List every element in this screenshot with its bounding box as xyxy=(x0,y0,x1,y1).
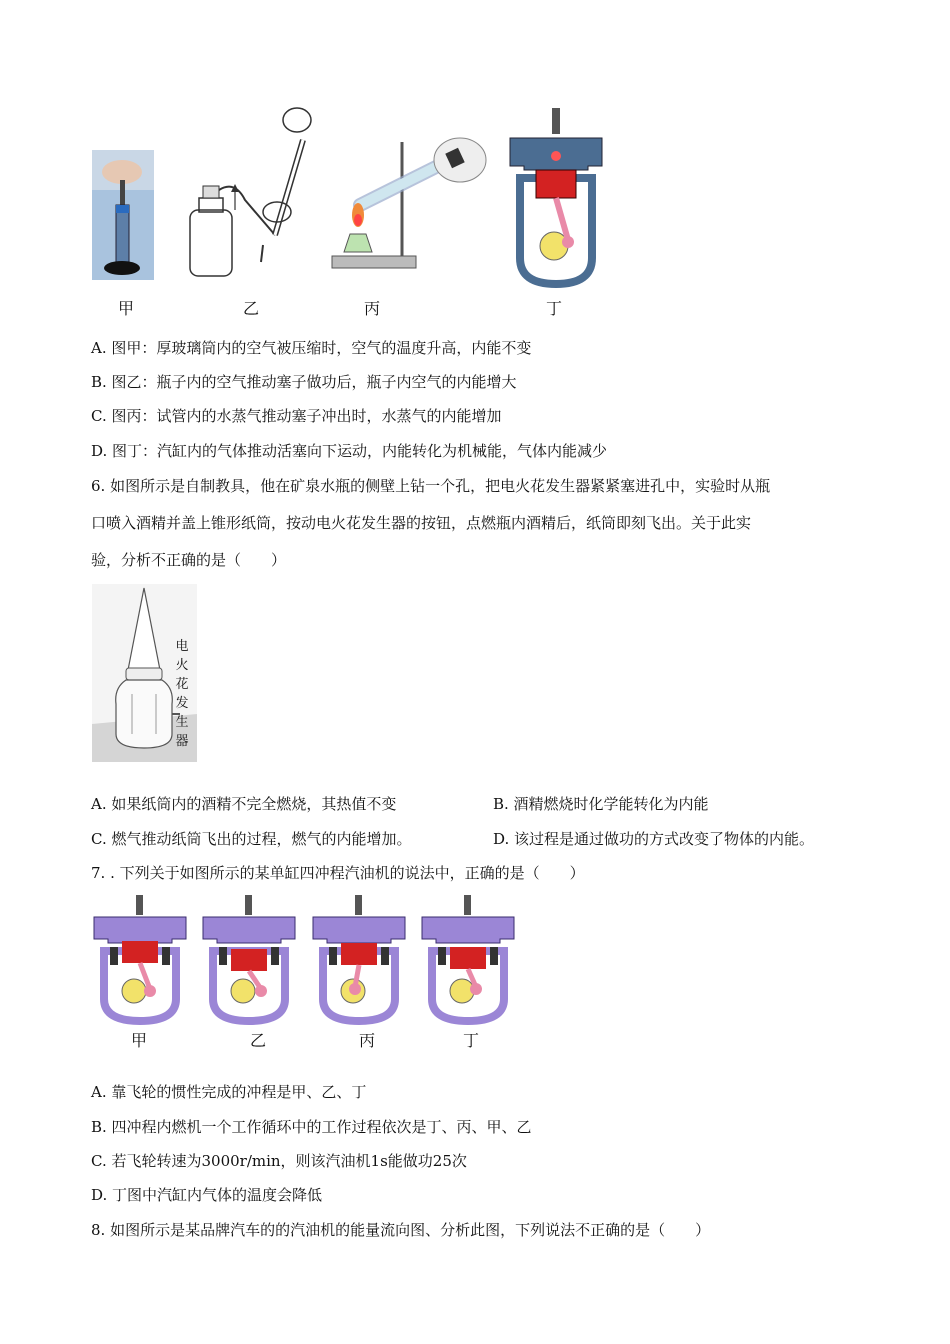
q7-option-d: D. 丁图中汽缸内气体的温度会降低 xyxy=(91,1186,323,1204)
figure-q7-engine-jia xyxy=(92,895,188,1025)
q6-figure-label-char-4: 发 xyxy=(175,696,189,711)
q5-option-b: B. 图乙：瓶子内的空气推动塞子做功后，瓶子内空气的内能增大 xyxy=(91,373,517,391)
figure-label-ding: 丁 xyxy=(546,299,563,318)
figure-q7-engine-yi xyxy=(201,895,297,1025)
q6-option-d: D. 该过程是通过做功的方式改变了物体的内能。 xyxy=(493,830,815,848)
q7-option-a: A. 靠飞轮的惯性完成的冲程是甲、乙、丁 xyxy=(91,1083,367,1101)
figure-q7-engine-bing xyxy=(311,895,407,1025)
q6-figure-label-char-6: 器 xyxy=(175,734,189,749)
q6-option-c: C. 燃气推动纸筒飞出的过程，燃气的内能增加。 xyxy=(91,830,412,848)
q6-option-b: B. 酒精燃烧时化学能转化为内能 xyxy=(493,795,709,813)
figure-label-jia: 甲 xyxy=(118,299,135,318)
figure-jia-glass-tube xyxy=(92,150,154,280)
q7-stem: 7. . 下列关于如图所示的某单缸四冲程汽油机的说法中，正确的是（ ） xyxy=(91,864,585,882)
q6-figure-label-char-3: 花 xyxy=(175,677,189,692)
q6-stem-line-3: 验，分析不正确的是（ ） xyxy=(91,551,287,569)
q7-figure-label-bing: 丙 xyxy=(359,1031,376,1050)
q7-option-c: C. 若飞轮转速为3000r/min，则该汽油机1s能做功25次 xyxy=(91,1152,467,1170)
q6-stem-line-2: 口喷入酒精并盖上锥形纸筒，按动电火花发生器的按钮，点燃瓶内酒精后，纸筒即刻飞出。关于此实 xyxy=(91,514,752,532)
figure-ding-engine xyxy=(506,108,606,288)
figure-q7-engine-ding xyxy=(420,895,516,1025)
q5-option-a: A. 图甲：厚玻璃筒内的空气被压缩时，空气的温度升高，内能不变 xyxy=(91,339,532,357)
q6-figure-label-char-2: 火 xyxy=(175,658,189,673)
q7-figure-label-ding: 丁 xyxy=(463,1031,480,1050)
q8-stem: 8. 如图所示是某品牌汽车的的汽油机的能量流向图、分析此图，下列说法不正确的是（ ） xyxy=(91,1221,711,1239)
figure-yi-bottle-pump xyxy=(185,100,315,280)
q7-option-b: B. 四冲程内燃机一个工作循环中的工作过程依次是丁、丙、甲、乙 xyxy=(91,1118,532,1136)
q6-figure-label-char-1: 电 xyxy=(175,639,189,654)
figure-bing-test-tube xyxy=(330,130,490,275)
q7-figure-label-jia: 甲 xyxy=(131,1031,148,1050)
q6-option-a: A. 如果纸筒内的酒精不完全燃烧，其热值不变 xyxy=(91,795,397,813)
q6-figure-label-char-5: 生 xyxy=(175,715,189,730)
figure-label-bing: 丙 xyxy=(364,299,381,318)
q7-figure-label-yi: 乙 xyxy=(250,1031,267,1050)
figure-label-yi: 乙 xyxy=(243,299,260,318)
q5-option-d: D. 图丁：汽缸内的气体推动活塞向下运动，内能转化为机械能，气体内能减少 xyxy=(91,442,608,460)
q6-stem-line-1: 6. 如图所示是自制教具，他在矿泉水瓶的侧壁上钻一个孔，把电火花发生器紧紧塞进孔中，实验时从瓶 xyxy=(91,477,771,495)
q5-option-c: C. 图丙：试管内的水蒸气推动塞子冲出时，水蒸气的内能增加 xyxy=(91,407,502,425)
